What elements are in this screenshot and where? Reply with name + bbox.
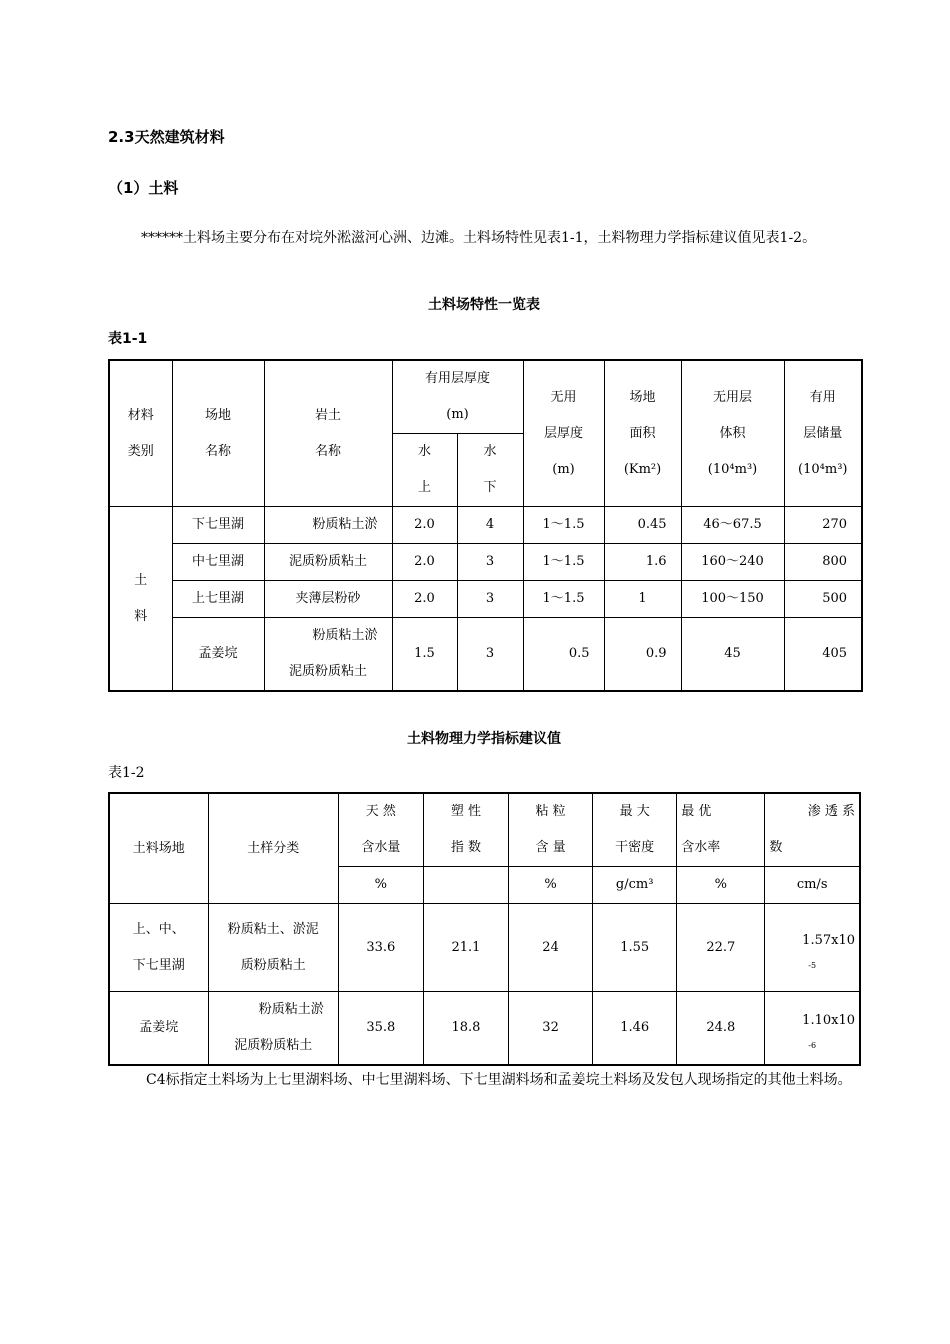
cell-site: 下七里湖 (172, 507, 264, 544)
header-useless-thickness: 无用 层厚度 (m) (523, 360, 604, 507)
closing-paragraph: C4标指定土料场为上七里湖料场、中七里湖料场、下七里湖料场和孟姜垸土料场及发包人现场指定的其他土料场。 (146, 1072, 852, 1088)
unit-permeability: cm/s (765, 867, 860, 904)
header-reserves: 有用 层储量 (10⁴m³) (784, 360, 862, 507)
cell-soil: 粉质粘土淤 (264, 507, 392, 544)
cell-area: 0.9 (604, 618, 681, 692)
cell-useless: 1～1.5 (523, 581, 604, 618)
cell-above: 1.5 (392, 618, 457, 692)
cell-soil: 泥质粉质粘土 (264, 544, 392, 581)
header-density: 最 大 干密度 (593, 793, 677, 867)
cell-reserves: 500 (784, 581, 862, 618)
table-row (109, 581, 862, 618)
cell-above: 2.0 (392, 581, 457, 618)
header-below-water: 水 下 (457, 434, 523, 507)
header-moisture: 天 然 含水量 (338, 793, 423, 867)
cell-clay: 32 (509, 992, 593, 1066)
unit-density: g/cm³ (593, 867, 677, 904)
header-plasticity: 塑 性 指 数 (423, 793, 508, 867)
table-row (109, 992, 860, 1066)
cell-volume: 160～240 (681, 544, 784, 581)
unit-clay: % (509, 867, 593, 904)
cell-density: 1.55 (593, 904, 677, 992)
table-row (109, 618, 862, 692)
cell-density: 1.46 (593, 992, 677, 1066)
unit-moisture: % (338, 867, 423, 904)
header-above-water: 水 上 (392, 434, 457, 507)
table-row (109, 904, 860, 992)
cell-reserves: 270 (784, 507, 862, 544)
cell-reserves: 800 (784, 544, 862, 581)
cell-site: 孟姜垸 (109, 992, 208, 1066)
table2-caption: 土料物理力学指标建议值 (407, 731, 561, 747)
cell-moisture: 33.6 (338, 904, 423, 992)
section-title: 2.3天然建筑材料 (108, 128, 225, 146)
table-row (109, 507, 862, 544)
cell-area: 0.45 (604, 507, 681, 544)
cell-plasticity: 21.1 (423, 904, 508, 992)
cell-class: 粉质粘土淤 泥质粉质粘土 (208, 992, 338, 1066)
header-optimum: 最 优 含水率 (677, 793, 765, 867)
unit-plasticity (423, 867, 508, 904)
cell-class: 粉质粘土、淤泥 质粉质粘土 (208, 904, 338, 992)
cell-optimum: 22.7 (677, 904, 765, 992)
cell-below: 3 (457, 544, 523, 581)
cell-site: 中七里湖 (172, 544, 264, 581)
table-row (109, 544, 862, 581)
cell-site: 上、中、 下七里湖 (109, 904, 208, 992)
header-useless-volume: 无用层 体积 (10⁴m³) (681, 360, 784, 507)
cell-moisture: 35.8 (338, 992, 423, 1066)
cell-soil: 夹薄层粉砂 (264, 581, 392, 618)
header-soil: 岩土 名称 (264, 360, 392, 507)
cell-useless: 1～1.5 (523, 507, 604, 544)
cell-permeability: 1.10x10 -6 (765, 992, 860, 1066)
header-clay: 粘 粒 含 量 (509, 793, 593, 867)
cell-above: 2.0 (392, 544, 457, 581)
header-material: 材料 类别 (109, 360, 172, 507)
cell-below: 3 (457, 618, 523, 692)
header-useful-thickness: 有用层厚度 (m) (392, 360, 523, 434)
cell-soil: 粉质粘土淤 泥质粉质粘土 (264, 618, 392, 692)
cell-useless: 0.5 (523, 618, 604, 692)
header-site: 场地 名称 (172, 360, 264, 507)
category-cell: 土 料 (109, 507, 172, 692)
cell-site: 孟姜垸 (172, 618, 264, 692)
cell-below: 3 (457, 581, 523, 618)
cell-above: 2.0 (392, 507, 457, 544)
cell-volume: 46～67.5 (681, 507, 784, 544)
cell-reserves: 405 (784, 618, 862, 692)
header-site: 土料场地 (109, 793, 208, 904)
intro-paragraph: ******土料场主要分布在对垸外淞滋河心洲、边滩。土料场特性见表1-1，土料物理力学指标建议值见表1-2。 (141, 230, 817, 246)
cell-volume: 45 (681, 618, 784, 692)
cell-clay: 24 (509, 904, 593, 992)
cell-useless: 1～1.5 (523, 544, 604, 581)
soil-properties-table (108, 792, 861, 1066)
subsection-title: （1）土料 (108, 179, 179, 197)
soil-site-characteristics-table (108, 359, 863, 692)
cell-area: 1.6 (604, 544, 681, 581)
cell-below: 4 (457, 507, 523, 544)
header-area: 场地 面积 (Km²) (604, 360, 681, 507)
header-class: 土样分类 (208, 793, 338, 904)
cell-volume: 100～150 (681, 581, 784, 618)
cell-permeability: 1.57x10 -5 (765, 904, 860, 992)
header-permeability: 渗 透 系 数 (765, 793, 860, 867)
unit-optimum: % (677, 867, 765, 904)
cell-optimum: 24.8 (677, 992, 765, 1066)
table2-label: 表1-2 (108, 765, 145, 781)
cell-site: 上七里湖 (172, 581, 264, 618)
cell-plasticity: 18.8 (423, 992, 508, 1066)
table1-caption: 土料场特性一览表 (428, 297, 540, 313)
cell-area: 1 (604, 581, 681, 618)
table1-label: 表1-1 (108, 331, 148, 347)
